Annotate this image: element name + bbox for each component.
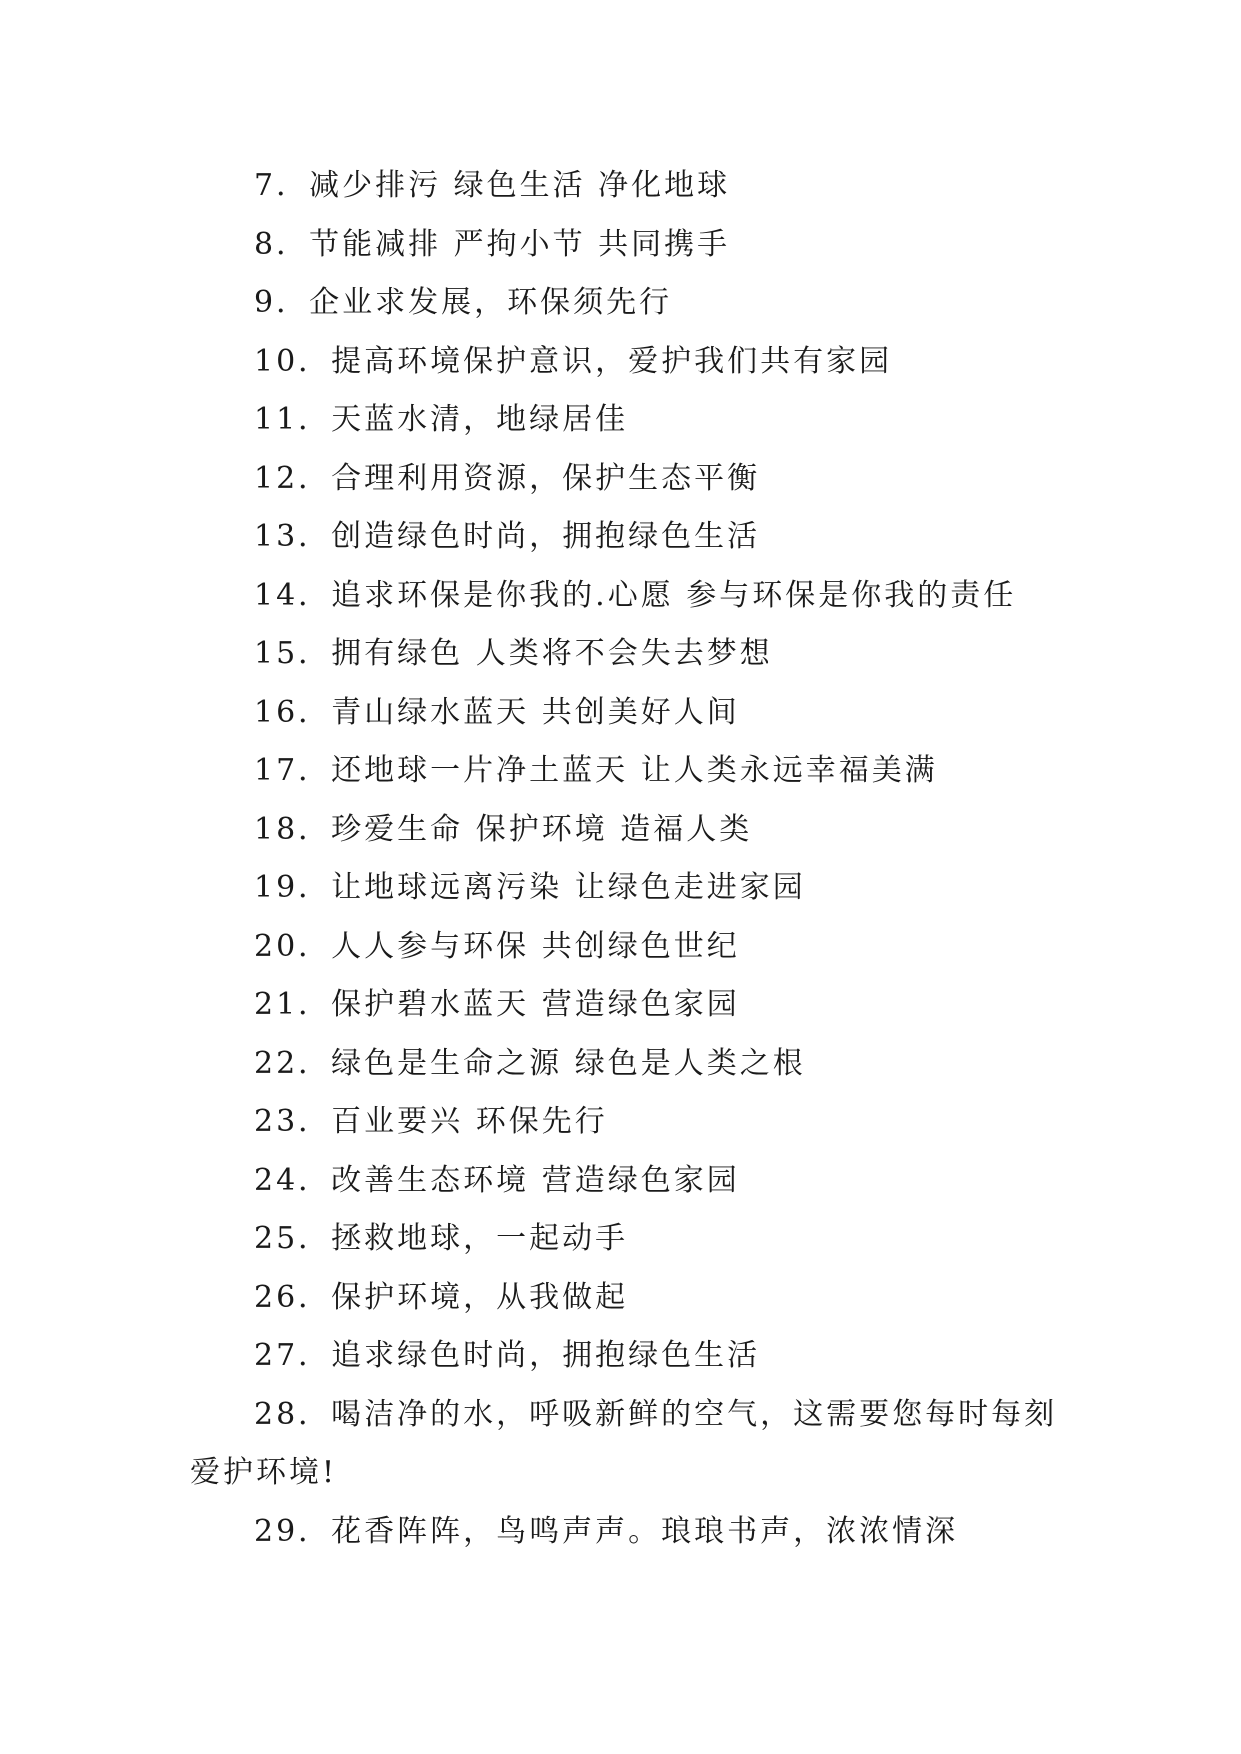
slogan-paragraph: 29．花香阵阵，鸟鸣声声。琅琅书声，浓浓情深 [254,1513,959,1549]
slogan-paragraph: 18．珍爱生命 保护环境 造福人类 [254,811,753,847]
slogan-paragraph: 8．节能减排 严拘小节 共同携手 [254,226,731,262]
document-body [190,157,1070,1561]
slogan-paragraph: 22．绿色是生命之源 绿色是人类之根 [254,1045,806,1081]
slogan-paragraph: 9．企业求发展，环保须先行 [254,285,673,320]
slogan-paragraph: 23．百业要兴 环保先行 [254,1104,608,1139]
slogan-paragraph: 24．改善生态环境 营造绿色家园 [254,1162,740,1198]
slogan-paragraph: 11．天蓝水清，地绿居佳 [254,402,629,437]
slogan-paragraph: 10．提高环境保护意识，爱护我们共有家园 [254,343,893,379]
slogan-paragraph: 15．拥有绿色 人类将不会失去梦想 [254,636,773,671]
slogan-paragraph: 27．追求绿色时尚，拥抱绿色生活 [254,1338,761,1373]
slogan-paragraph: 16．青山绿水蓝天 共创美好人间 [254,694,740,730]
slogan-paragraph: 7．减少排污 绿色生活 净化地球 [254,168,731,203]
slogan-paragraph: 28．喝洁净的水，呼吸新鲜的空气，这需要您每时每刻爱护环境! [190,1396,1058,1490]
slogan-paragraph: 12．合理利用资源，保护生态平衡 [254,460,761,496]
slogan-paragraph: 13．创造绿色时尚，拥抱绿色生活 [254,519,761,554]
slogan-paragraph: 21．保护碧水蓝天 营造绿色家园 [254,987,740,1022]
slogan-paragraph: 17．还地球一片净土蓝天 让人类永远幸福美满 [254,753,938,788]
slogan-paragraph: 25．拯救地球，一起动手 [254,1221,629,1256]
slogan-paragraph: 19．让地球远离污染 让绿色走进家园 [254,870,806,905]
slogan-paragraph: 14．追求环保是你我的.心愿 参与环保是你我的责任 [254,577,1017,613]
slogan-paragraph: 20．人人参与环保 共创绿色世纪 [254,928,740,964]
slogan-paragraph: 26．保护环境，从我做起 [254,1279,629,1315]
